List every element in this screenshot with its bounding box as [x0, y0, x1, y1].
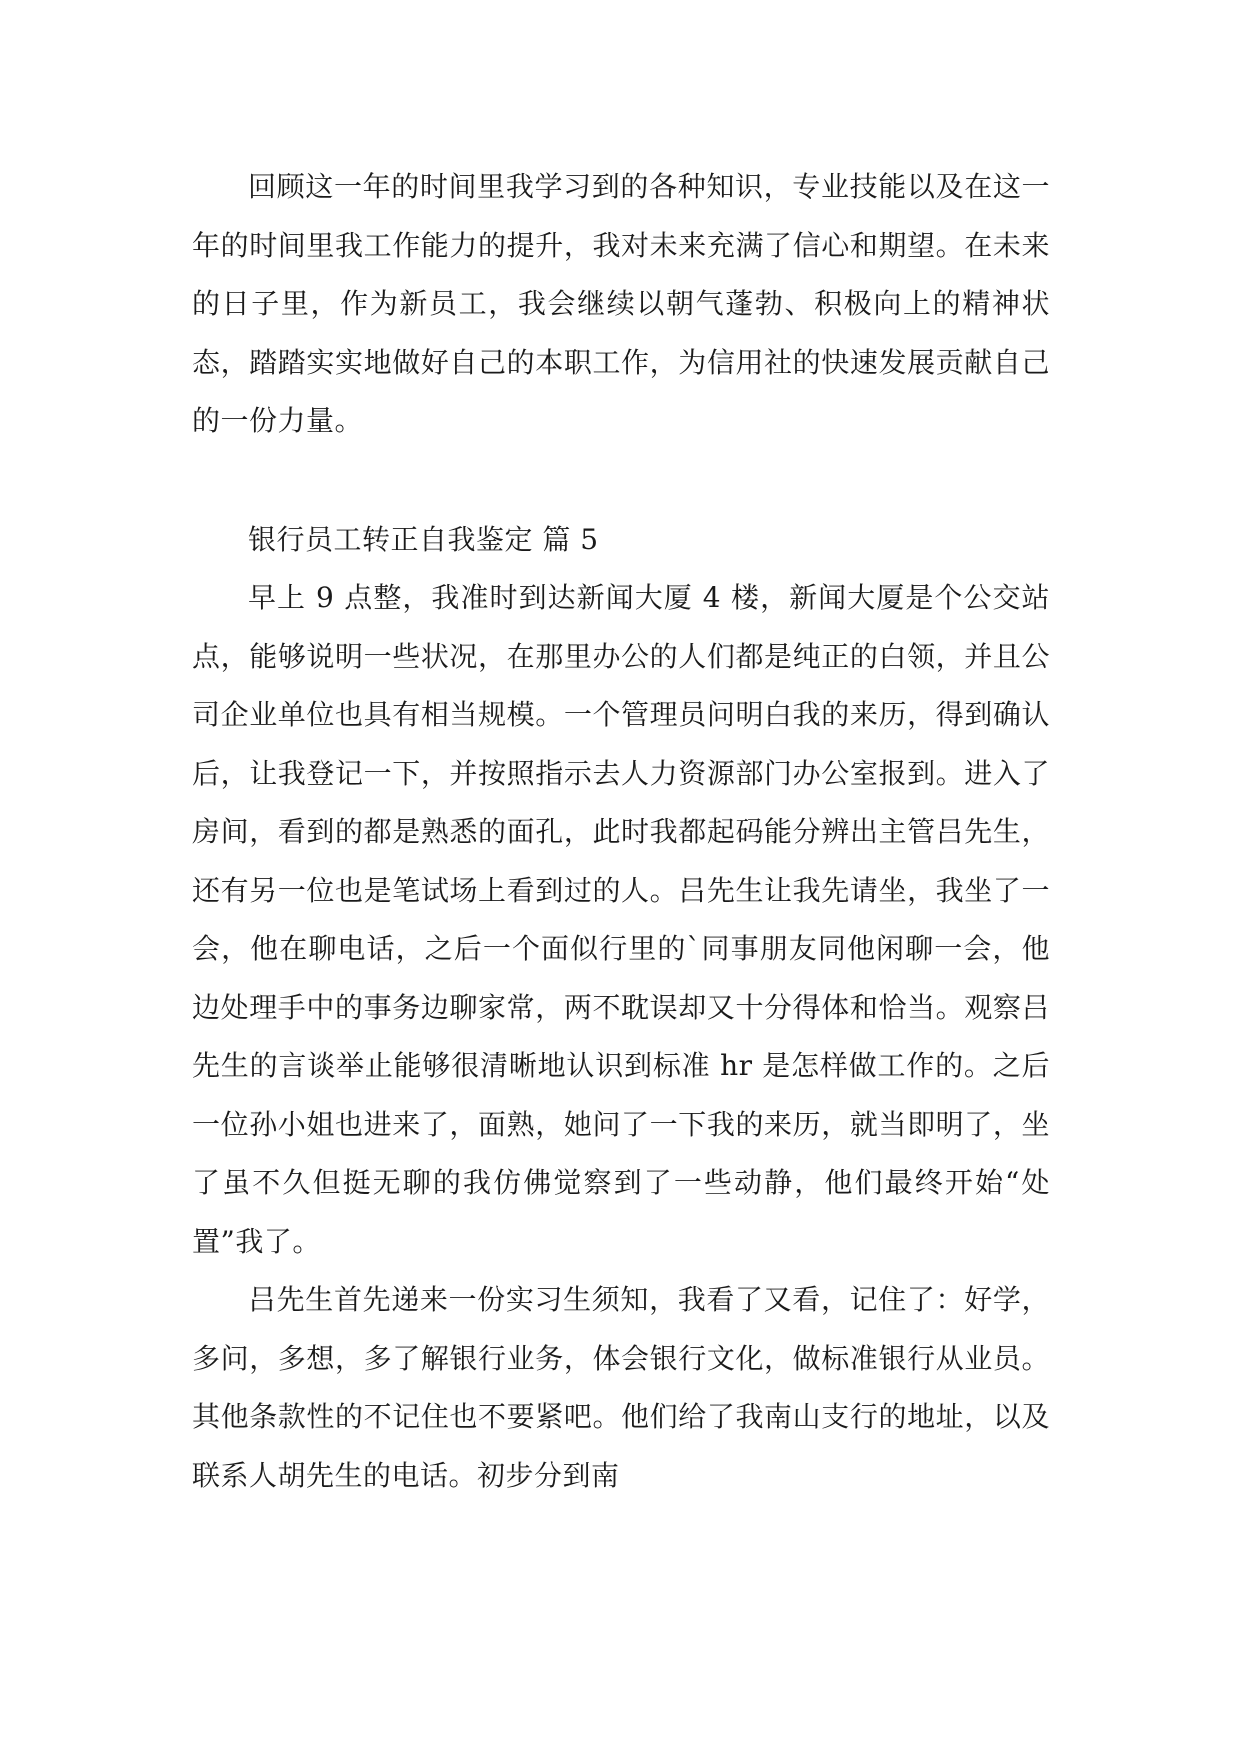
- paragraph-2: 早上 9 点整，我准时到达新闻大厦 4 楼，新闻大厦是个公交站点，能够说明一些状况，在那里办公的人们都是纯正的白领，并且公司企业单位也具有相当规模。一个管理员问明白我的来历，得到确认后，让我登记一下，并按照指示去人力资源部门办公室报到。进入了房间，看到的都是熟悉的面孔，此时我都起码能分辨出主管吕先生，还有另一位也是笔试场上看到过的人。吕先生让我先请坐，我坐了一会，他在聊电话，之后一个面似行里的`同事朋友同他闲聊一会，他边处理手中的事务边聊家常，两不耽误却又十分得体和恰当。观察吕先生的言谈举止能够很清晰地认识到标准 hr 是怎样做工作的。之后一位孙小姐也进来了，面熟，她问了一下我的来历，就当即明了，坐了虽不久但挺无聊的我仿佛觉察到了一些动静，他们最终开始“处置”我了。: [192, 581, 1050, 1258]
- paragraph-1: 回顾这一年的时间里我学习到的各种知识，专业技能以及在这一年的时间里我工作能力的提升，我对未来充满了信心和期望。在未来的日子里，作为新员工，我会继续以朝气蓬勃、积极向上的精神状态，踏踏实实地做好自己的本职工作，为信用社的快速发展贡献自己的一份力量。: [192, 170, 1050, 437]
- paragraph-3: 吕先生首先递来一份实习生须知，我看了又看，记住了：好学，多问，多想，多了解银行业务，体会银行文化，做标准银行从业员。其他条款性的不记住也不要紧吧。他们给了我南山支行的地址，以及联系人胡先生的电话。初步分到南: [192, 1283, 1050, 1492]
- document-page: [192, 158, 1050, 1505]
- section-gap: [192, 451, 1050, 511]
- section-heading: 银行员工转正自我鉴定 篇 5: [248, 522, 599, 556]
